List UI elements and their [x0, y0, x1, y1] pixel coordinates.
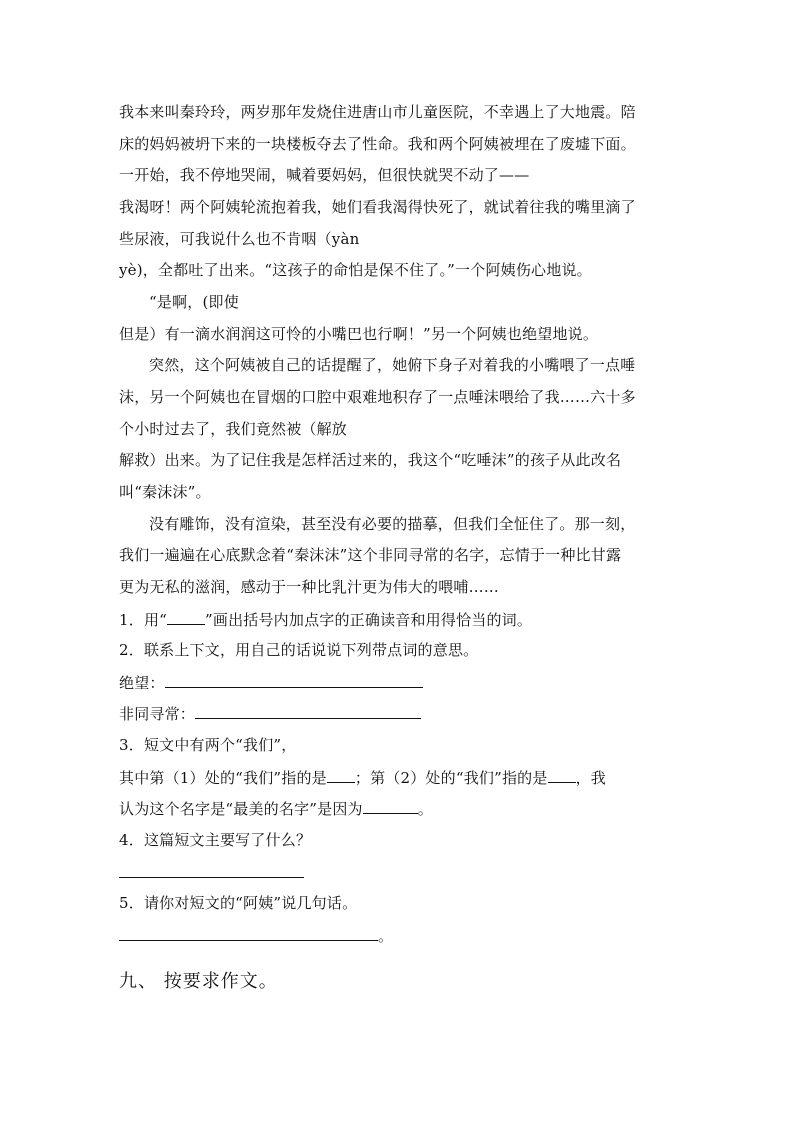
question-3: 3．短文中有两个“我们”，	[119, 736, 297, 754]
passage-line: 我本来叫秦玲玲，两岁那年发烧住进唐山市儿童医院，不幸遇上了大地震。陪	[119, 103, 636, 121]
question-text: ，我	[575, 769, 606, 787]
passage-line: 我们一遍遍在心底默念着“秦沫沫”这个非同寻常的名字，忘情于一种比甘露	[119, 546, 622, 564]
question-text: 。	[417, 800, 433, 818]
question-text: 。	[378, 927, 394, 945]
passage-line: 个小时过去了，我们竟然被（解放	[119, 420, 348, 438]
question-3-line-3	[119, 798, 433, 818]
passage-line: 叫“秦沫沫”。	[119, 483, 211, 501]
passage-line: 些尿液，可我说什么也不肯咽（yàn	[119, 230, 360, 248]
question-2-word-1	[119, 672, 423, 692]
answer-blank[interactable]	[327, 767, 355, 783]
passage-line: yè)，全都吐了出来。“这孩子的命怕是保不住了。”一个阿姨伤心地说。	[119, 261, 592, 279]
question-2-word-2	[119, 703, 421, 723]
answer-blank[interactable]	[195, 703, 421, 719]
answer-blank[interactable]	[119, 925, 378, 941]
passage-line: 沫，另一个阿姨也在冒烟的口腔中艰难地积存了一点唾沫喂给了我……六十多	[119, 388, 636, 406]
question-text: ；第（2）处的“我们”指的是	[354, 769, 548, 787]
question-4-answer	[119, 862, 304, 882]
question-text: 认为这个名字是“最美的名字”是因为	[119, 800, 363, 818]
passage-line: 更为无私的滋润，感动于一种比乳汁更为伟大的喂哺……	[119, 578, 500, 596]
word-label: 非同寻常：	[119, 705, 196, 723]
passage-line: 一开始，我不停地哭闹，喊着要妈妈，但很快就哭不动了——	[119, 166, 530, 184]
answer-blank[interactable]	[165, 672, 423, 688]
passage-line: 突然，这个阿姨被自己的话提醒了，她俯下身子对着我的小嘴喂了一点唾	[149, 356, 636, 374]
passage-line: “是啊，(即使	[149, 293, 239, 311]
passage-line: 没有雕饰，没有渲染，甚至没有必要的描摹，但我们全怔住了。那一刻，	[149, 515, 636, 533]
question-4: 4．这篇短文主要写了什么？	[119, 831, 312, 849]
answer-blank[interactable]	[363, 798, 418, 814]
word-label: 绝望：	[119, 674, 165, 692]
answer-blank[interactable]	[119, 862, 304, 878]
question-text: 其中第（1）处的“我们”指的是	[119, 769, 327, 787]
question-5: 5．请你对短文的“阿姨”说几句话。	[119, 894, 358, 912]
question-text: 1．用“	[119, 611, 168, 629]
passage-line: 床的妈妈被坍下来的一块楼板夺去了性命。我和两个阿姨被埋在了废墟下面。	[119, 135, 636, 153]
question-3-line-2	[119, 767, 606, 787]
question-5-answer	[119, 925, 393, 945]
passage-line: 我渴呀！两个阿姨轮流抱着我，她们看我渴得快死了，就试着往我的嘴里滴了	[119, 198, 636, 216]
answer-blank[interactable]	[167, 609, 205, 625]
question-1	[119, 609, 532, 629]
question-2: 2．联系上下文，用自己的话说说下列带点词的意思。	[119, 641, 479, 659]
question-text: ”画出括号内加点字的正确读音和用得恰当的词。	[205, 611, 533, 629]
passage-line: 但是）有一滴水润润这可怜的小嘴巴也行啊！”另一个阿姨也绝望地说。	[119, 325, 599, 343]
answer-blank[interactable]	[548, 767, 576, 783]
section-heading: 九、 按要求作文。	[119, 971, 278, 992]
passage-line: 解救）出来。为了记住我是怎样活过来的，我这个“吃唾沫”的孩子从此改名	[119, 451, 622, 469]
